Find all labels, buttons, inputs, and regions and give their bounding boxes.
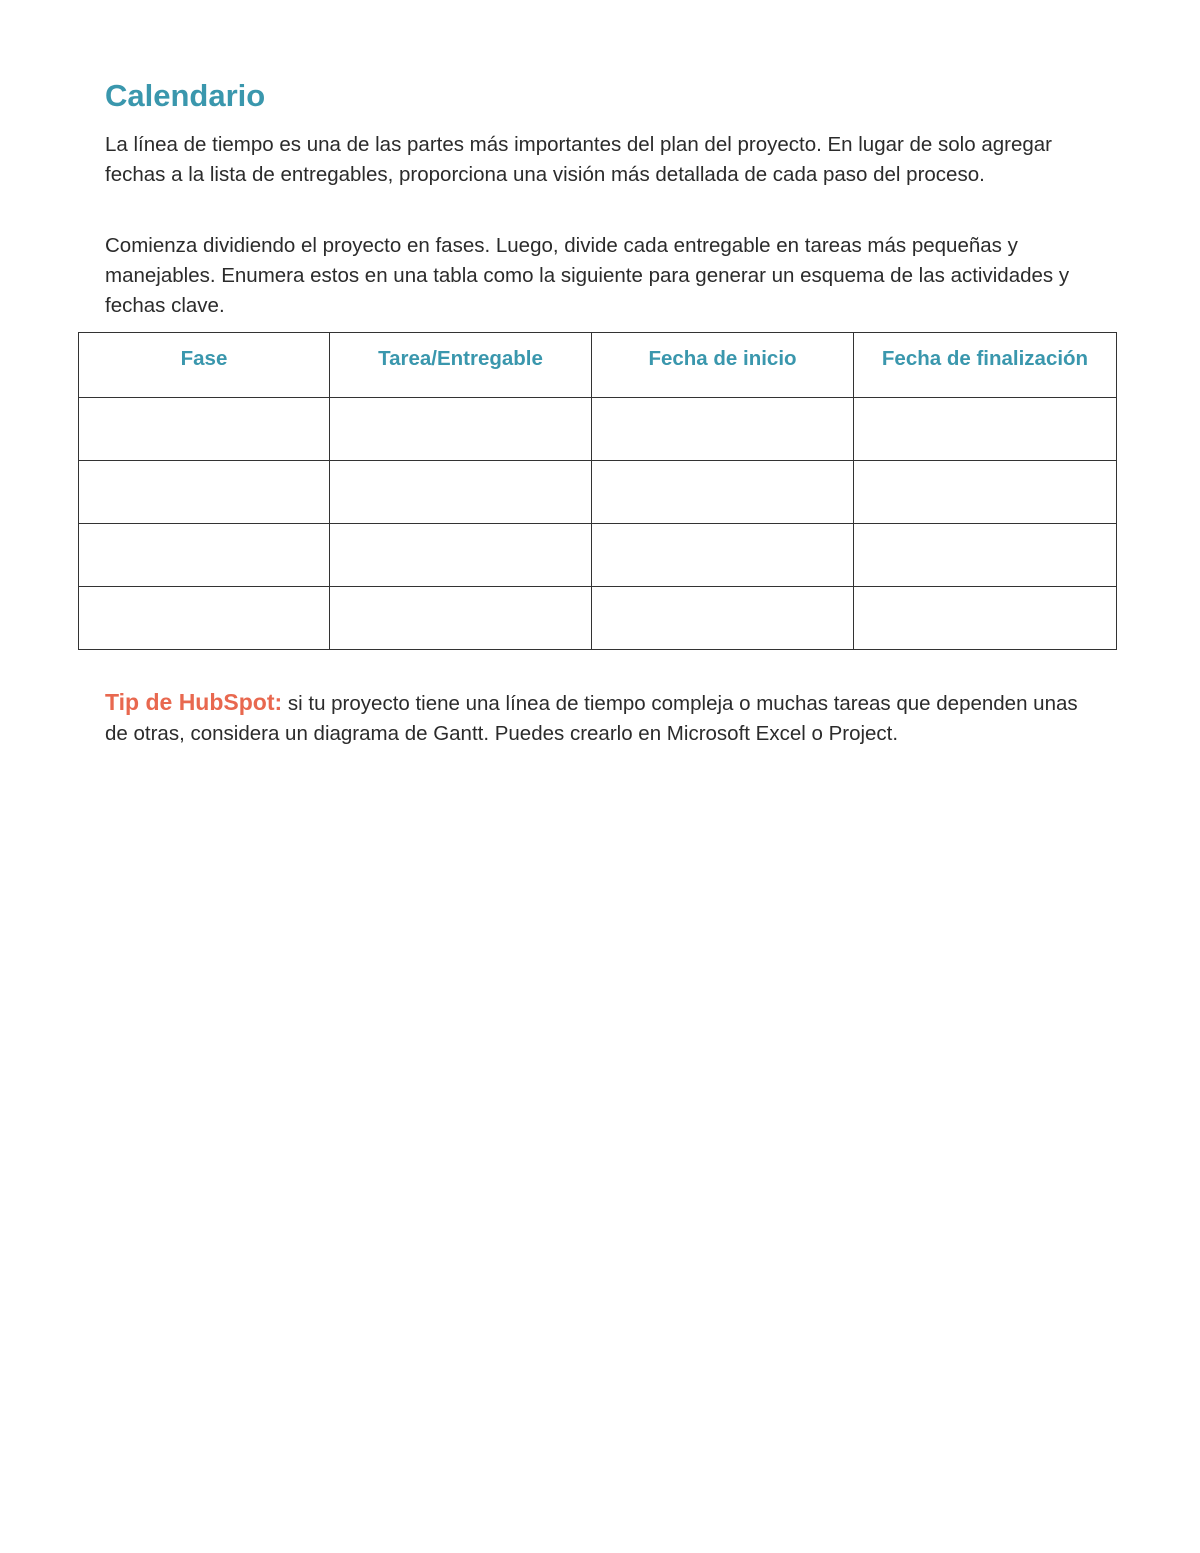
- table-cell[interactable]: [592, 587, 854, 650]
- table-cell[interactable]: [330, 524, 592, 587]
- table-row: [79, 398, 1117, 461]
- table-row: [79, 461, 1117, 524]
- instructions-paragraph: Comienza dividiendo el proyecto en fases. Luego, divide cada entregable en tareas más pequeñas y manejables. Enumera estos en una tabla como la siguiente para generar un esquema de las actividades y fechas clave.: [105, 234, 1070, 317]
- table-cell[interactable]: [592, 524, 854, 587]
- table-cell[interactable]: [854, 524, 1117, 587]
- table-cell[interactable]: [330, 461, 592, 524]
- table-cell[interactable]: [330, 398, 592, 461]
- table-row: [79, 524, 1117, 587]
- table-row: [79, 587, 1117, 650]
- table-cell[interactable]: [854, 398, 1117, 461]
- hubspot-tip: [105, 687, 1085, 749]
- table-cell[interactable]: [854, 587, 1117, 650]
- table-cell[interactable]: [79, 524, 330, 587]
- header-start-date: Fecha de inicio: [592, 333, 854, 398]
- table-cell[interactable]: [854, 461, 1117, 524]
- header-phase: Fase: [79, 333, 330, 398]
- tip-text: si tu proyecto tiene una línea de tiempo compleja o muchas tareas que dependen unas de otras, considera un diagrama de Gantt. Puedes crearlo en Microsoft Excel o Project.: [105, 692, 1078, 745]
- intro-paragraph: La línea de tiempo es una de las partes más importantes del plan del proyecto. En lugar de solo agregar fechas a la lista de entregables, proporciona una visión más detallada de cada paso del proceso.: [105, 133, 1052, 186]
- header-task-deliverable: Tarea/Entregable: [330, 333, 592, 398]
- tip-label: Tip de HubSpot:: [105, 689, 283, 715]
- schedule-table: [78, 332, 1117, 650]
- table-header-row: [79, 333, 1117, 398]
- table-cell[interactable]: [79, 461, 330, 524]
- table-cell[interactable]: [592, 398, 854, 461]
- header-end-date: Fecha de finalización: [854, 333, 1117, 398]
- table-cell[interactable]: [79, 398, 330, 461]
- table-cell[interactable]: [330, 587, 592, 650]
- table-cell[interactable]: [592, 461, 854, 524]
- table-cell[interactable]: [79, 587, 330, 650]
- section-title: Calendario: [105, 78, 266, 113]
